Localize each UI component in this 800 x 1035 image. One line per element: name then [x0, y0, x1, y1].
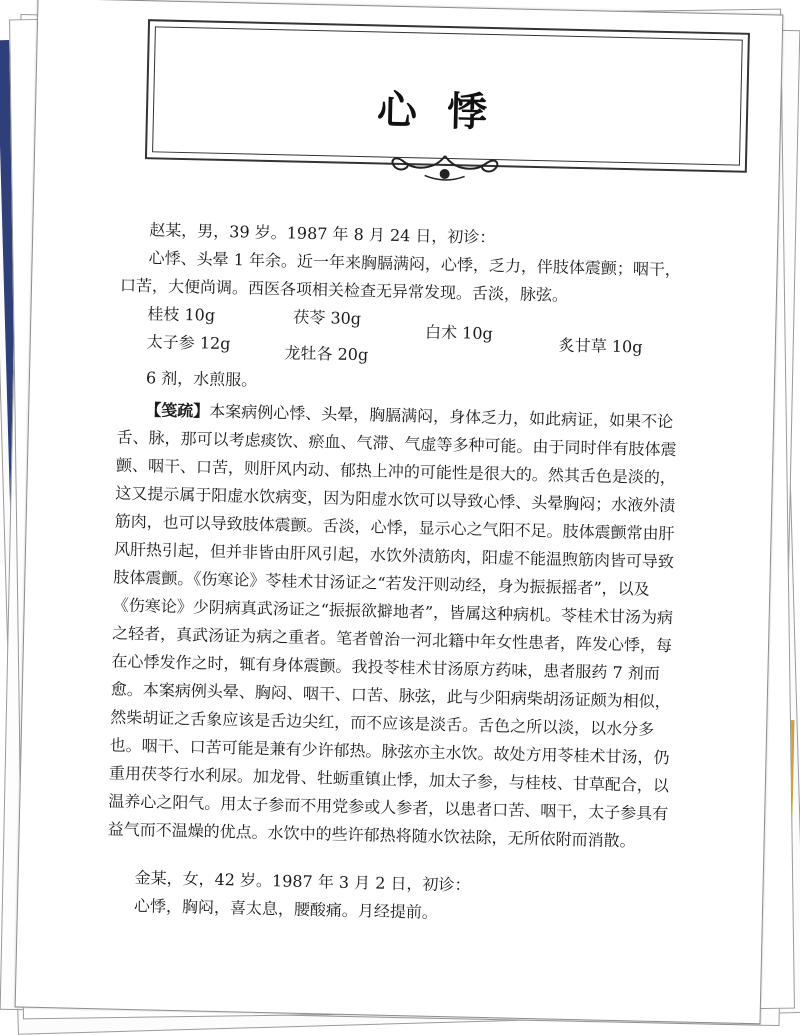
herb-item: 龙牡各 20g	[284, 343, 369, 365]
case2-intro: 金某，女，42 岁。1987 年 3 月 2 日，初诊：	[134, 868, 471, 895]
page-title: 心悸	[376, 86, 518, 137]
commentary-line: 风肝热引起，但并非皆由肝风引起，水饮外渍筋肉，阳虚不能温煦筋肉皆可导致	[113, 539, 675, 572]
commentary-label: 【笺疏】	[145, 400, 210, 421]
commentary-line: 筋肉，也可以导致肢体震颤。舌淡，心悸，显示心之气阳不足。肢体震颤常由肝	[114, 511, 675, 544]
herb-item: 茯苓 30g	[293, 307, 362, 329]
commentary-line: 也。咽干、口苦可能是兼有少许郁热。脉弦亦主水饮。故处方用苓桂术甘汤，仍	[109, 735, 670, 768]
body-text	[107, 217, 734, 922]
case1-dosage: 6 剂，水煎服。	[145, 368, 258, 390]
herb-item: 太子参 12g	[146, 332, 231, 354]
commentary-line: 这又提示属于阳虚水饮病变，因为阳虚水饮可以导致心悸、头晕胸闷；水液外渍	[115, 483, 676, 516]
case1-intro: 赵某，男，39 岁。1987 年 8 月 24 日，初诊：	[149, 220, 496, 248]
commentary-line: 《伤寒论》少阴病真武汤证之“振振欲擗地者”，皆属这种病机。苓桂术甘汤为病	[112, 595, 674, 628]
herb-item: 炙甘草 10g	[558, 335, 643, 357]
case1-complaint-cont: 口苦，大便尚调。西医各项相关检查无异常发现。舌淡，脉弦。	[119, 275, 569, 305]
herb-item: 白术 10g	[424, 322, 493, 344]
book-page	[15, 0, 784, 1024]
commentary-line: 重用茯苓行水利尿。加龙骨、牡蛎重镇止悸，加太子参，与桂枝、甘草配合，以	[108, 763, 670, 796]
herb-item: 桂枝 10g	[147, 304, 216, 325]
commentary-line: 温养心之阳气。用太子参而不用党参或人参者，以患者口苦、咽干，太子参具有	[108, 791, 669, 824]
commentary-line: 然柴胡证之舌象应该是舌边尖红，而不应该是淡舌。舌色之所以淡，以水分多	[110, 707, 655, 739]
commentary-line: 益气而不温燥的优点。水饮中的些许郁热将随水饮祛除，无所依附而消散。	[107, 819, 636, 851]
commentary-line: 在心悸发作之时，辄有身体震颤。我投苓桂术甘汤原方药味，患者服药 7 剂而	[111, 651, 660, 683]
commentary-line: 本案病例心悸、头晕，胸膈满闷，身体乏力，如此病证，如果不论	[209, 401, 674, 432]
commentary-line: 愈。本案病例头晕、胸闷、咽干、口苦、脉弦，此与少阳病柴胡汤证颇为相似，	[110, 679, 671, 712]
ornament-flourish-icon	[384, 151, 505, 186]
commentary-line: 舌、脉，那可以考虑痰饮、瘀血、气滞、气虚等多种可能。由于同时伴有肢体震	[116, 427, 677, 460]
case1-complaint: 心悸、头晕 1 年余。近一年来胸膈满闷，心悸，乏力，伴肢体震颤；咽干，	[148, 248, 682, 280]
title-frame	[145, 19, 750, 173]
case2-complaint: 心悸，胸闷，喜太息，腰酸痛。月经提前。	[133, 896, 439, 922]
commentary-line: 之轻者，真武汤证为病之重者。笔者曾治一河北籍中年女性患者，阵发心悸，每	[111, 623, 673, 656]
commentary-line: 颤、咽干、口苦，则肝风内动、郁热上冲的可能性是很大的。然其舌色是淡的，	[115, 455, 677, 488]
commentary-line: 肢体震颤。《伤寒论》苓桂术甘汤证之“若发汗则动经，身为振振摇者”，以及	[113, 567, 650, 599]
